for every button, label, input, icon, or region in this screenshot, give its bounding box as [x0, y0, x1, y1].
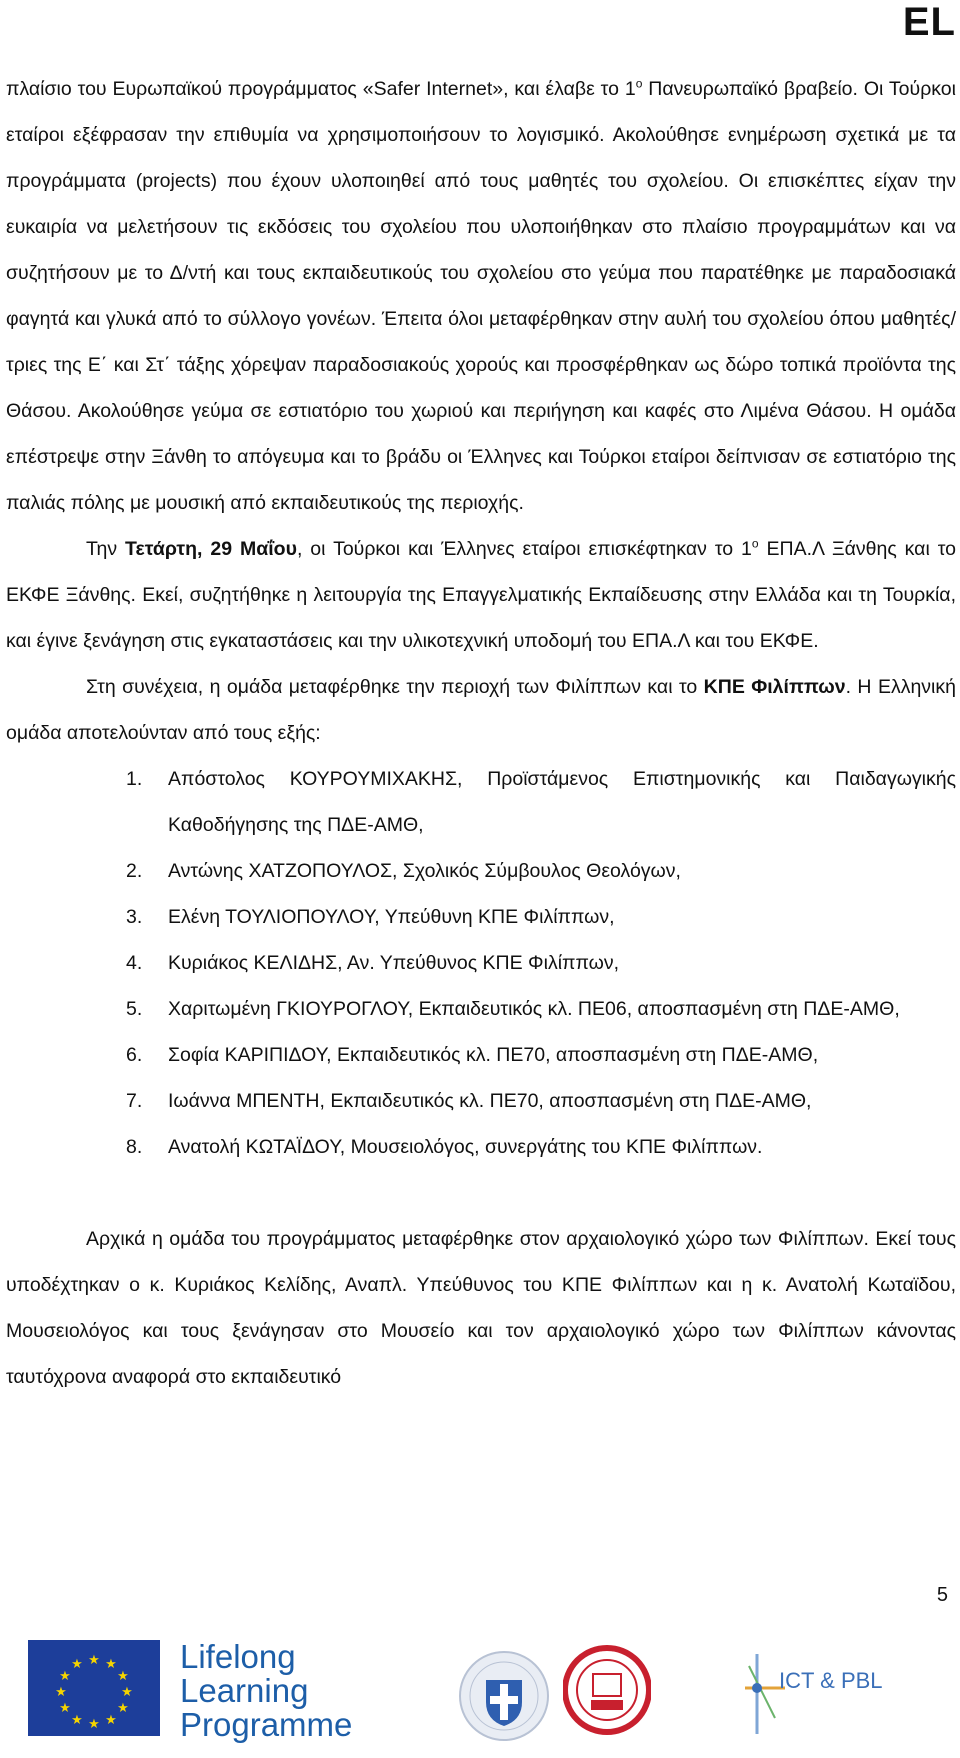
lifelong-learning-logo — [180, 1640, 352, 1742]
list-item: 7. Ιωάννα ΜΠΕΝΤΗ, Εκπαιδευτικός κλ. ΠΕ70, αποσπασμένη στη ΠΔΕ-ΑΜΘ, — [126, 1090, 812, 1112]
llp-line: Programme — [180, 1706, 353, 1743]
paragraph-filippoi-team: Στη συνέχεια, η ομάδα μεταφέρθηκε την περιοχή των Φιλίππων και το ΚΠΕ Φιλίππων. Η Ελληνική ομάδα αποτελούνταν από τους εξής: — [6, 676, 956, 744]
llp-line: Lifelong — [180, 1638, 296, 1675]
svg-text:★: ★ — [59, 1669, 71, 1684]
svg-text:★: ★ — [105, 1713, 117, 1728]
svg-text:★: ★ — [55, 1685, 67, 1700]
svg-text:★: ★ — [71, 1713, 83, 1728]
greek-emblem-icon — [458, 1650, 550, 1742]
spacer — [6, 1170, 956, 1216]
language-tag: EL — [902, 0, 956, 44]
list-item: 8. Ανατολή ΚΩΤΑΪΔΟΥ, Μουσειολόγος, συνεργάτης του ΚΠΕ Φιλίππων. — [126, 1136, 763, 1158]
ict-pbl-logo — [745, 1648, 883, 1743]
svg-text:★: ★ — [88, 1717, 100, 1732]
turkish-directorate-seal-icon — [563, 1634, 651, 1746]
svg-text:★: ★ — [59, 1701, 71, 1716]
list-item: 1. Απόστολος ΚΟΥΡΟΥΜΙΧΑΚΗΣ, Προϊστάμενος Επιστημονικής και Παιδαγωγικής Καθοδήγησης της ΠΔΕ-ΑΜΘ, — [126, 768, 956, 836]
list-item: 3. Ελένη ΤΟΥΛΙΟΠΟΥΛΟΥ, Υπεύθυνη ΚΠΕ Φιλίππων, — [126, 906, 615, 928]
svg-text:★: ★ — [105, 1657, 117, 1672]
svg-text:★: ★ — [117, 1701, 129, 1716]
list-item: 6. Σοφία ΚΑΡΙΠΙΔΟΥ, Εκπαιδευτικός κλ. ΠΕ70, αποσπασμένη στη ΠΔΕ-ΑΜΘ, — [126, 1044, 819, 1066]
list-item: 2. Αντώνης ΧΑΤΖΟΠΟΥΛΟΣ, Σχολικός Σύμβουλος Θεολόγων, — [126, 860, 681, 882]
list-item: 5. Χαριτωμένη ΓΚΙΟΥΡΟΓΛΟΥ, Εκπαιδευτικός κλ. ΠΕ06, αποσπασμένη στη ΠΔΕ-ΑΜΘ, — [126, 998, 900, 1020]
list-item: 4. Κυριάκος ΚΕΛΙΔΗΣ, Αν. Υπεύθυνος ΚΠΕ Φιλίππων, — [126, 952, 620, 974]
team-members-list — [6, 756, 956, 1170]
ict-pbl-text: ICT & PBL — [779, 1668, 883, 1693]
page-number: 5 — [936, 1584, 948, 1606]
eu-flag-icon — [28, 1640, 160, 1736]
footer-logos — [0, 1620, 960, 1758]
svg-text:★: ★ — [88, 1653, 100, 1668]
paragraph-archaeological-site: Αρχικά η ομάδα του προγράμματος μεταφέρθηκε στον αρχαιολογικό χώρο των Φιλίππων. Εκεί τους υποδέχτηκαν ο κ. Κυριάκος Κελίδης, Αναπλ. Υπεύθυνος του ΚΠΕ Φιλίππων και η κ. Ανατολή Κωταϊδου, Μουσειολόγος και τους ξενάγησαν στο Μουσείο και τον αρχαιολογικό χώρο των Φιλίππων κάνοντας ταυτόχρονα αναφορά στο εκπαιδευτικό — [6, 1228, 956, 1388]
document-body — [6, 66, 956, 1400]
llp-line: Learning — [180, 1672, 309, 1709]
paragraph-safer-internet: πλαίσιο του Ευρωπαϊκού προγράμματος «Safer Internet», και έλαβε το $1^o$ Πανευρωπαϊκό βραβείο. Οι Τούρκοι εταίροι εξέφρασαν την επιθυμία να χρησιμοποιήσουν το λογισμικό. Ακολούθησε ενημέρωση σχετικά με τα προγράμματα (projects) που έχουν υλοποιηθεί από τους μαθητές του σχολείου. Οι επισκέπτες είχαν την ευκαιρία να μελετήσουν τις εκδόσεις του σχολείου που υλοποιήθηκαν στο πλαίσιο προγραμμάτων και να συζητήσουν με το Δ/ντή και τους εκπαιδευτικούς του σχολείου στο γεύμα που παρατέθηκε με παραδοσιακά φαγητά και γλυκά από το σύλλογο γονέων. Έπειτα όλοι μεταφέρθηκαν στην αυλή του σχολείου όπου μαθητές/τριες της Ε΄ και Στ΄ τάξης χόρεψαν παραδοσιακούς χορούς και προσφέρθηκαν ως δώρο τοπικά προϊόντα της Θάσου. Ακολούθησε γεύμα σε εστιατόριο του χωριού και περιήγηση και καφές στο Λιμένα Θάσου. Η ομάδα επέστρεψε στην Ξάνθη το απόγευμα και το βράδυ οι Έλληνες και Τούρκοι εταίροι δείπνισαν σε εστιατόριο της παλιάς πόλης με μουσική από εκπαιδευτικούς της περιοχής. — [6, 76, 956, 514]
paragraph-wednesday-visit: Την Τετάρτη, 29 Μαΐου, οι Τούρκοι και Έλληνες εταίροι επισκέφτηκαν το $1^o$ ΕΠΑ.Λ Ξάνθης και το ΕΚΦΕ Ξάνθης. Εκεί, συζητήθηκε η λειτουργία της Επαγγελματικής Εκπαίδευσης στην Ελλάδα και τη Τουρκία, και έγινε ξενάγηση στις εγκαταστάσεις και την υλικοτεχνική υποδομή του ΕΠΑ.Λ και του ΕΚΦΕ. — [6, 536, 957, 652]
svg-text:★: ★ — [117, 1669, 129, 1684]
svg-text:★: ★ — [121, 1685, 133, 1700]
svg-text:★: ★ — [71, 1657, 83, 1672]
